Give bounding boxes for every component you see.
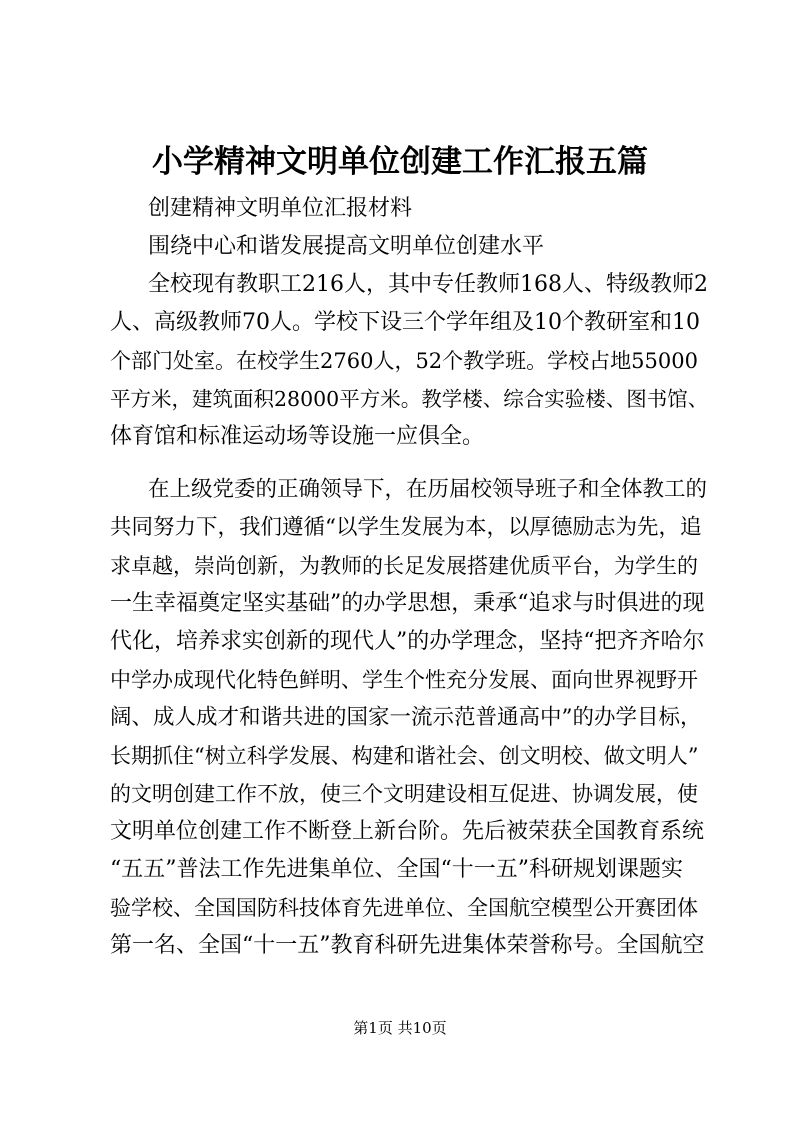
paragraph-line: 平方米，建筑面积28000平方米。教学楼、综合实验楼、图书馆、 bbox=[110, 387, 709, 411]
paragraph-line: 文明单位创建工作不断登上新台阶。先后被荣获全国教育系统 bbox=[110, 819, 705, 844]
paragraph-line: 共同努力下，我们遵循“以学生发展为本，以厚德励志为先，追 bbox=[110, 515, 702, 540]
paragraph-line: 验学校、全国国防科技体育先进单位、全国航空模型公开赛团体 bbox=[110, 896, 698, 920]
paragraph-line: 求卓越，崇尚创新，为教师的长足发展搭建优质平台，为学生的 bbox=[110, 554, 698, 578]
paragraph-line: 全校现有教职工216人，其中专任教师168人、特级教师2 bbox=[148, 272, 708, 297]
paragraph-line: 在上级党委的正确领导下，在历届校领导班子和全体教工的 bbox=[148, 477, 708, 502]
subtitle-line: 围绕中心和谐发展提高文明单位创建水平 bbox=[148, 234, 545, 259]
paragraph-line: 长期抓住“树立科学发展、构建和谐社会、创文明校、做文明人” bbox=[110, 744, 699, 768]
paragraph-line: 的文明创建工作不放，使三个文明建设相互促进、协调发展，使 bbox=[110, 782, 698, 806]
paragraph-line: 代化，培养求实创新的现代人”的办学理念，坚持“把齐齐哈尔 bbox=[110, 629, 705, 654]
paragraph-line: 中学办成现代化特色鲜明、学生个性充分发展、面向世界视野开 bbox=[110, 668, 698, 692]
paragraph-line: 第一名、全国“十一五”教育科研先进集体荣誉称号。全国航空 bbox=[110, 933, 705, 958]
paragraph-line: 个部门处室。在校学生2760人，52个教学班。学校占地55000 bbox=[110, 349, 698, 373]
paragraph-line: 一生幸福奠定坚实基础”的办学思想，秉承“追求与时俱进的现 bbox=[110, 591, 705, 616]
subtitle-line: 创建精神文明单位汇报材料 bbox=[148, 196, 413, 221]
page-indicator: 第1页 共10页 bbox=[353, 1019, 447, 1037]
paragraph-line: 体育馆和标准运动场等设施一应俱全。 bbox=[110, 424, 485, 449]
paragraph-line: 人、高级教师70人。学校下设三个学年组及10个教研室和10 bbox=[110, 310, 700, 335]
document-title: 小学精神文明单位创建工作汇报五篇 bbox=[152, 144, 648, 180]
paragraph-line: “五五”普法工作先进集单位、全国“十一五”科研规划课题实 bbox=[110, 857, 683, 882]
paragraph-line: 阔、成人成才和谐共进的国家一流示范普通高中”的办学目标， bbox=[110, 705, 702, 730]
